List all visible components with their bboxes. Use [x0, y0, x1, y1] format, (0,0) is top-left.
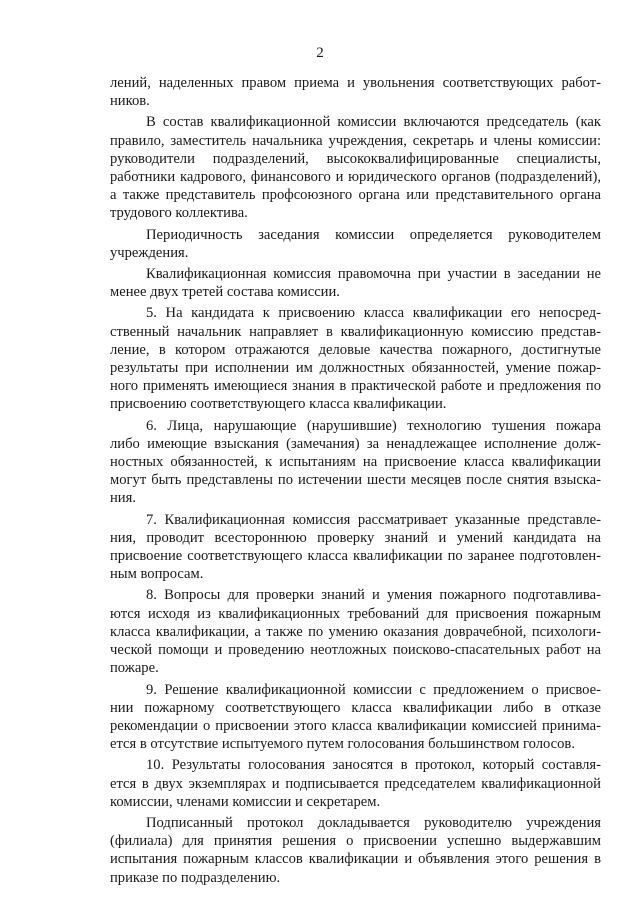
text-line: класса квалификации, а также по умению оказания доврачебной, психологи- [110, 623, 601, 640]
paragraph [110, 814, 601, 887]
text-line: ются исходя из квалификационных требований для присвоения пожарным [110, 605, 601, 622]
text-line: либо имеющие взыскания (замечания) за ненадлежащее исполнение долж- [110, 435, 601, 452]
text-line: результаты при исполнении им должностных обязанностей, умение пожар- [110, 360, 601, 377]
paragraph [110, 756, 601, 811]
text-line: присвоению соответствующего класса квалификации. [110, 396, 447, 413]
text-line: 5. На кандидата к присвоению класса квалификации его непосред- [146, 305, 601, 322]
text-line: Квалификационная комиссия правомочна при участии в заседании не [146, 266, 601, 283]
text-line: Подписанный протокол докладывается руководителю учреждения [146, 814, 601, 831]
text-line: комиссии, членами комиссии и секретарем. [110, 793, 381, 810]
text-line: ственный начальник направляет в квалификационную комиссию представ- [110, 323, 601, 340]
text-line: лений, наделенных правом приема и увольнения соответствующих работ- [110, 75, 601, 91]
text-line: менее двух третей состава комиссии. [110, 284, 340, 301]
text-line: трудового коллектива. [110, 205, 248, 222]
text-line: правило, заместитель начальника учреждения, секретарь и члены комиссии: [110, 132, 601, 149]
text-line: нии пожарному соответствующего класса квалификации либо в отказе [110, 699, 601, 716]
paragraph [110, 304, 601, 413]
text-line: пожаре. [110, 660, 159, 677]
text-line: 7. Квалификационная комиссия рассматривает указанные представле- [146, 511, 601, 528]
paragraph [110, 113, 601, 222]
text-line: ников. [110, 93, 150, 110]
paragraph [110, 74, 601, 110]
text-line: Периодичность заседания комиссии определяется руководителем [146, 226, 601, 243]
text-line: ния. [110, 490, 136, 507]
paragraph [110, 586, 601, 677]
text-line: учреждения. [110, 244, 189, 261]
document-body [110, 74, 601, 887]
text-line: ным вопросам. [110, 566, 204, 583]
text-line: приказе по подразделению. [110, 869, 281, 886]
text-line: ностных обязанностей, к испытаниям на присвоение класса квалификации [110, 454, 601, 471]
text-line: (филиала) для принятия решения о присвоении успешно выдержавшим [110, 833, 601, 850]
text-line: присвоение соответствующего класса квалификации по заранее подготовлен- [110, 548, 601, 565]
paragraph [110, 265, 601, 301]
text-line: испытания пожарным классов квалификации и объявления этого решения в [110, 851, 601, 868]
text-line: 10. Результаты голосования заносятся в протокол, который составля- [146, 757, 601, 774]
paragraph [110, 226, 601, 262]
text-line: могут быть представлены по истечении шести месяцев после снятия взыска- [110, 472, 601, 489]
text-line: 6. Лица, нарушающие (нарушившие) технологию тушения пожара [146, 417, 601, 434]
text-line: работники кадрового, финансового и юридического органов (подразделений), [110, 169, 601, 186]
page-number: 2 [316, 45, 324, 61]
text-line: ния, проводит всестороннюю проверку знаний и умений кандидата на [110, 529, 601, 546]
text-line: ется в двух экземплярах и подписывается председателем квалификационной [110, 775, 601, 792]
text-line: ется в отсутствие испытуемого путем голосования большинством голосов. [110, 736, 575, 753]
text-line: а также представитель профсоюзного органа или представительного органа [110, 187, 601, 204]
text-line: рекомендации о присвоении этого класса квалификации комиссией принима- [110, 717, 601, 734]
paragraph [110, 511, 601, 584]
text-line: ного применять имеющиеся знания в практической работе и предложения по [110, 378, 601, 395]
text-line: В состав квалификационной комиссии включаются председатель (как [146, 114, 601, 131]
paragraph [110, 417, 601, 508]
text-line: ление, в котором отражаются деловые качества пожарного, достигнутые [110, 341, 601, 358]
paragraph [110, 681, 601, 754]
text-line: ческой помощи и проведению неотложных поисково-спасательных работ на [110, 642, 601, 659]
text-line: руководители подразделений, высококвалифицированные специалисты, [110, 150, 601, 167]
text-line: 9. Решение квалификационной комиссии с предложением о присвое- [146, 681, 601, 698]
text-line: 8. Вопросы для проверки знаний и умения пожарного подготавлива- [146, 587, 601, 604]
